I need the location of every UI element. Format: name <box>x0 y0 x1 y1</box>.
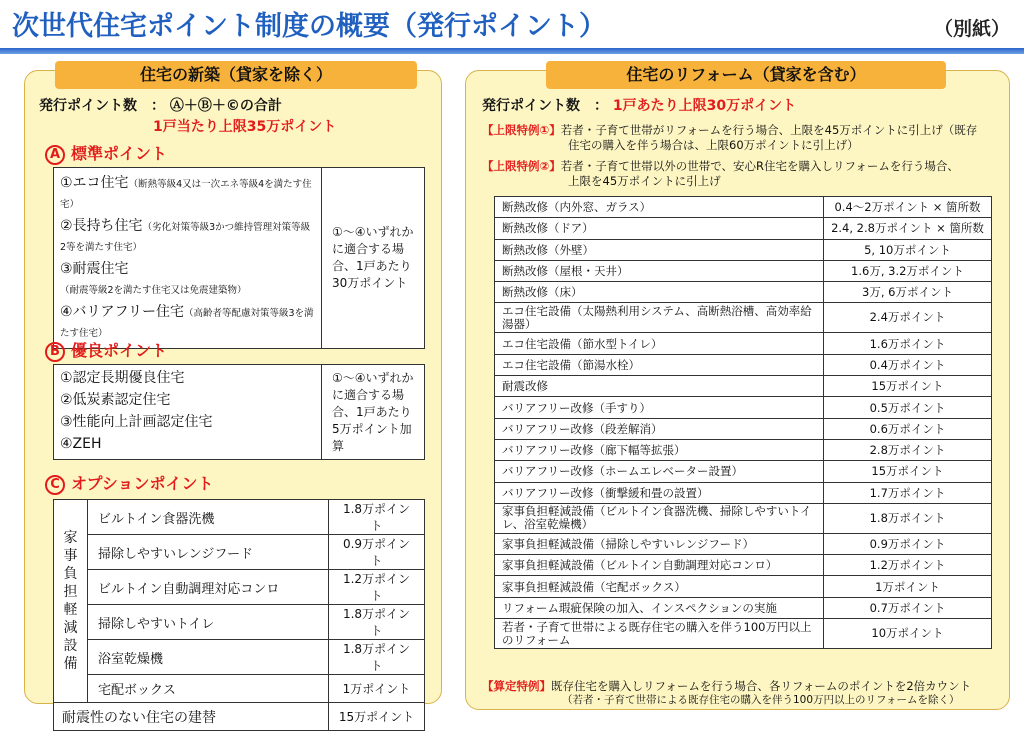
group-label-text: 家事負担軽減設備 <box>63 530 78 672</box>
reform-label: 若者・子育て世帯による既存住宅の購入を伴う100万円以上のリフォーム <box>495 619 824 649</box>
table-row <box>495 482 992 503</box>
excellent-points-list <box>54 365 322 460</box>
standard-points-list <box>54 168 322 349</box>
title-underline <box>0 48 1024 54</box>
right-issue-label: 発行ポイント数 ： <box>482 98 608 114</box>
list-item: ②低炭素認定住宅 <box>60 392 171 408</box>
option-label: 宅配ボックス <box>88 675 329 703</box>
option-points: 0.9万ポイント <box>329 535 425 570</box>
cap-special-2 <box>482 159 959 189</box>
table-row <box>54 605 425 640</box>
reform-points: 1.2万ポイント <box>824 555 992 576</box>
reform-label: エコ住宅設備（太陽熱利用システム、高断熱浴槽、高効率給湯器） <box>495 303 824 333</box>
right-issue-cap: 1戸あたり上限30万ポイント <box>612 98 797 114</box>
table-row <box>495 418 992 439</box>
calc-sub: （若者・子育て世帯による既存住宅の購入を伴う100万円以上のリフォームを除く） <box>562 694 960 706</box>
reform-label: バリアフリー改修（廊下幅等拡張） <box>495 439 824 460</box>
table-row <box>495 197 992 218</box>
option-points: 1.8万ポイント <box>329 605 425 640</box>
standard-points-note: ①～④いずれかに適合する場合、1戸あたり30万ポイント <box>322 168 425 349</box>
table-row <box>495 461 992 482</box>
reform-points: 5, 10万ポイント <box>824 239 992 260</box>
table-row <box>495 239 992 260</box>
special1-tag: 【上限特例①】 <box>482 123 561 137</box>
reform-points: 2.4万ポイント <box>824 303 992 333</box>
housework-group-label <box>54 500 88 703</box>
table-row <box>495 218 992 239</box>
table-row <box>495 282 992 303</box>
option-points-title <box>45 471 214 495</box>
table-row <box>495 376 992 397</box>
option-label: ビルトイン食器洗機 <box>88 500 329 535</box>
reform-points: 1.6万, 3.2万ポイント <box>824 260 992 281</box>
list-item <box>60 258 315 297</box>
standard-points-label: 標準ポイント <box>71 144 168 163</box>
item-main: ③耐震住宅 <box>60 261 129 277</box>
item-sub: （断熱等級4又は一次エネ等級4を満たす住宅） <box>60 179 312 210</box>
list-item: ①認定長期優良住宅 <box>60 370 185 386</box>
reform-label: 家事負担軽減設備（宅配ボックス） <box>495 576 824 597</box>
list-item <box>60 215 315 254</box>
badge-c-icon: C <box>45 475 65 495</box>
reform-panel <box>465 65 1010 710</box>
page-title: 次世代住宅ポイント制度の概要（発行ポイント） <box>12 11 606 42</box>
special1-text2: 住宅の購入を伴う場合は、上限60万ポイントに引上げ） <box>568 138 859 152</box>
table-row <box>495 397 992 418</box>
excellent-points-note: ①～④いずれかに適合する場合、1戸あたり5万ポイント加算 <box>322 365 425 460</box>
reform-label: バリアフリー改修（手すり） <box>495 397 824 418</box>
reform-points: 1.6万ポイント <box>824 333 992 354</box>
reform-label: バリアフリー改修（段差解消） <box>495 418 824 439</box>
list-item <box>60 172 315 211</box>
rebuild-points: 15万ポイント <box>329 703 425 731</box>
list-item <box>60 301 315 340</box>
calc-tag: 【算定特例】 <box>482 679 551 693</box>
right-issue-points <box>482 95 796 115</box>
item-sub: （劣化対策等級3かつ維持管理対策等級2等を満たす住宅） <box>60 222 311 253</box>
reform-points: 0.9万ポイント <box>824 533 992 554</box>
reform-points: 1.7万ポイント <box>824 482 992 503</box>
reform-points: 0.5万ポイント <box>824 397 992 418</box>
item-sub: （耐震等級2を満たす住宅又は免震建築物） <box>60 285 247 296</box>
reform-label: 家事負担軽減設備（ビルトイン自動調理対応コンロ） <box>495 555 824 576</box>
item-main: ②長持ち住宅 <box>60 218 143 234</box>
reform-points: 3万, 6万ポイント <box>824 282 992 303</box>
option-points: 1.8万ポイント <box>329 500 425 535</box>
reform-points: 0.4万ポイント <box>824 354 992 375</box>
standard-points-title <box>45 141 167 165</box>
reform-label: バリアフリー改修（ホームエレベーター設置） <box>495 461 824 482</box>
table-row <box>495 260 992 281</box>
option-label: 掃除しやすいトイレ <box>88 605 329 640</box>
new-construction-heading: 住宅の新築（貸家を除く） <box>55 61 417 89</box>
table-row <box>495 503 992 533</box>
reform-label: 断熱改修（内外窓、ガラス） <box>495 197 824 218</box>
appendix-label: （別紙） <box>933 18 1010 40</box>
option-points-table <box>53 499 425 731</box>
left-issue-label: 発行ポイント数 ： <box>39 98 165 114</box>
left-issue-points <box>39 95 282 115</box>
badge-a-icon: A <box>45 145 65 165</box>
reform-points: 0.6万ポイント <box>824 418 992 439</box>
table-row <box>54 570 425 605</box>
calc-text: 既存住宅を購入しリフォームを行う場合、各リフォームのポイントを2倍カウント <box>551 679 972 693</box>
rebuild-label: 耐震性のない住宅の建替 <box>54 703 329 731</box>
reform-points: 15万ポイント <box>824 376 992 397</box>
excellent-points-label: 優良ポイント <box>71 341 168 360</box>
reform-points: 10万ポイント <box>824 619 992 649</box>
item-main: ④バリアフリー住宅 <box>60 304 184 320</box>
excellent-points-table <box>53 364 425 460</box>
table-row <box>54 640 425 675</box>
special2-tag: 【上限特例②】 <box>482 159 561 173</box>
option-points: 1.2万ポイント <box>329 570 425 605</box>
table-row <box>495 439 992 460</box>
reform-label: 断熱改修（屋根・天井） <box>495 260 824 281</box>
reform-points: 2.4, 2.8万ポイント × 箇所数 <box>824 218 992 239</box>
reform-label: エコ住宅設備（節水型トイレ） <box>495 333 824 354</box>
reform-label: バリアフリー改修（衝撃緩和畳の設置） <box>495 482 824 503</box>
table-row <box>495 619 992 649</box>
reform-points: 2.8万ポイント <box>824 439 992 460</box>
left-issue-formula: Ⓐ＋Ⓑ＋©の合計 <box>169 98 282 114</box>
table-row <box>495 533 992 554</box>
calc-special <box>482 679 971 707</box>
table-row <box>495 354 992 375</box>
table-row <box>495 555 992 576</box>
table-row <box>54 535 425 570</box>
left-issue-cap: 1戸当たり上限35万ポイント <box>153 119 337 135</box>
table-row <box>495 303 992 333</box>
item-sub: （高齢者等配慮対策等級3を満たす住宅） <box>60 308 314 339</box>
reform-points: 1.8万ポイント <box>824 503 992 533</box>
table-row <box>495 597 992 618</box>
special2-text1: 若者・子育て世帯以外の世帯で、安心R住宅を購入しリフォームを行う場合、 <box>560 159 959 173</box>
reform-heading: 住宅のリフォーム（貸家を含む） <box>546 61 946 89</box>
option-label: ビルトイン自動調理対応コンロ <box>88 570 329 605</box>
reform-label: 断熱改修（外壁） <box>495 239 824 260</box>
reform-points: 1万ポイント <box>824 576 992 597</box>
reform-points-table <box>494 196 992 649</box>
table-row <box>495 576 992 597</box>
special1-text1: 若者・子育て世帯がリフォームを行う場合、上限を45万ポイントに引上げ（既存 <box>560 123 978 137</box>
reform-label: 耐震改修 <box>495 376 824 397</box>
option-label: 掃除しやすいレンジフード <box>88 535 329 570</box>
reform-points: 0.7万ポイント <box>824 597 992 618</box>
reform-label: リフォーム瑕疵保険の加入、インスペクションの実施 <box>495 597 824 618</box>
option-points-label: オプションポイント <box>71 474 214 493</box>
excellent-points-title <box>45 338 167 362</box>
option-points: 1万ポイント <box>329 675 425 703</box>
new-construction-panel <box>24 65 442 726</box>
item-main: ①エコ住宅 <box>60 175 129 191</box>
reform-label: 断熱改修（ドア） <box>495 218 824 239</box>
option-points: 1.8万ポイント <box>329 640 425 675</box>
special2-text2: 上限を45万ポイントに引上げ <box>568 174 721 188</box>
reform-points: 15万ポイント <box>824 461 992 482</box>
table-row <box>54 500 425 535</box>
reform-label: 家事負担軽減設備（掃除しやすいレンジフード） <box>495 533 824 554</box>
reform-label: 断熱改修（床） <box>495 282 824 303</box>
option-label: 浴室乾燥機 <box>88 640 329 675</box>
list-item: ④ZEH <box>60 436 102 452</box>
standard-points-table <box>53 167 425 349</box>
table-row <box>495 333 992 354</box>
reform-label: エコ住宅設備（節湯水栓） <box>495 354 824 375</box>
table-row <box>54 675 425 703</box>
cap-special-1 <box>482 123 977 153</box>
badge-b-icon: B <box>45 342 65 362</box>
reform-points: 0.4～2万ポイント × 箇所数 <box>824 197 992 218</box>
list-item: ③性能向上計画認定住宅 <box>60 414 213 430</box>
reform-label: 家事負担軽減設備（ビルトイン食器洗機、掃除しやすいトイレ、浴室乾燥機） <box>495 503 824 533</box>
table-row <box>54 703 425 731</box>
